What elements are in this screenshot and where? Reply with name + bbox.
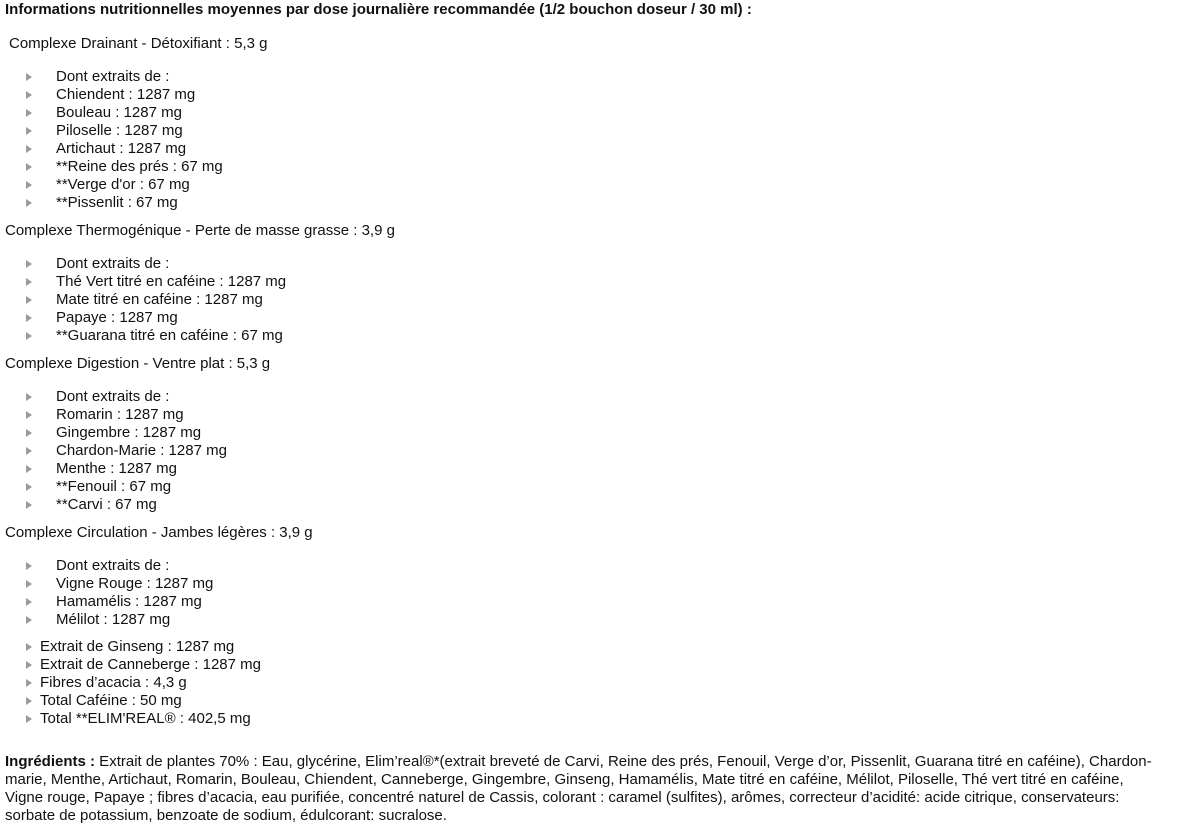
list-item: Papaye : 1287 mg: [5, 309, 286, 327]
ingredients-paragraph: [5, 753, 1155, 825]
totals-list: [5, 638, 261, 728]
triangle-right-icon: [26, 393, 32, 401]
complex-list-drainant: [5, 68, 223, 212]
complex-list-circulation: [5, 557, 213, 629]
triangle-right-icon: [26, 163, 32, 171]
list-item: Vigne Rouge : 1287 mg: [5, 575, 213, 593]
list-item: Mate titré en caféine : 1287 mg: [5, 291, 286, 309]
list-item: Total **ELIM'REAL® : 402,5 mg: [5, 710, 261, 728]
complex-list-thermogenique: [5, 255, 286, 345]
triangle-right-icon: [26, 296, 32, 304]
list-item: Artichaut : 1287 mg: [5, 140, 223, 158]
triangle-right-icon: [26, 679, 32, 687]
triangle-right-icon: [26, 715, 32, 723]
list-item: Dont extraits de :: [5, 68, 223, 86]
list-item: Extrait de Canneberge : 1287 mg: [5, 656, 261, 674]
list-item: Dont extraits de :: [5, 557, 213, 575]
complex-title-thermogenique: Complexe Thermogénique - Perte de masse grasse : 3,9 g: [5, 222, 395, 239]
complex-title-digestion: Complexe Digestion - Ventre plat : 5,3 g: [5, 355, 271, 372]
triangle-right-icon: [26, 616, 32, 624]
triangle-right-icon: [26, 447, 32, 455]
list-item: Dont extraits de :: [5, 388, 227, 406]
list-item: **Reine des prés : 67 mg: [5, 158, 223, 176]
triangle-right-icon: [26, 411, 32, 419]
triangle-right-icon: [26, 465, 32, 473]
list-item: **Carvi : 67 mg: [5, 496, 227, 514]
list-item: Bouleau : 1287 mg: [5, 104, 223, 122]
triangle-right-icon: [26, 73, 32, 81]
complex-list-digestion: [5, 388, 227, 514]
list-item: Chardon-Marie : 1287 mg: [5, 442, 227, 460]
list-item: Mélilot : 1287 mg: [5, 611, 213, 629]
complex-title-drainant: Complexe Drainant - Détoxifiant : 5,3 g: [9, 35, 268, 52]
ingredients-text: Extrait de plantes 70% : Eau, glycérine, Elim’real®*(extrait breveté de Carvi, Reine des prés, Fenouil, Verge d’or, Pissenlit, Guarana titré en caféine), Chardon-marie, Menthe, Artichaut, Romarin, Bouleau, Chiendent, Canneberge, Gingembre, Ginseng, Hamamélis, Mate titré en caféine, Mélilot, Piloselle, Thé vert titré en caféine, Vigne rouge, Papaye ; fibres d’acacia, eau purifiée, concentré naturel de Cassis, colorant : caramel (sulfites), arômes, correcteur d’acidité: acide citrique, conservateurs: sorbate de potassium, benzoate de sodium, édulcorant: sucralose.: [5, 753, 1152, 824]
ingredients-label: Ingrédients :: [5, 753, 96, 770]
list-item: Extrait de Ginseng : 1287 mg: [5, 638, 261, 656]
list-item: **Fenouil : 67 mg: [5, 478, 227, 496]
triangle-right-icon: [26, 643, 32, 651]
list-item: Piloselle : 1287 mg: [5, 122, 223, 140]
triangle-right-icon: [26, 332, 32, 340]
triangle-right-icon: [26, 483, 32, 491]
triangle-right-icon: [26, 91, 32, 99]
triangle-right-icon: [26, 562, 32, 570]
list-item: **Verge d'or : 67 mg: [5, 176, 223, 194]
triangle-right-icon: [26, 501, 32, 509]
triangle-right-icon: [26, 429, 32, 437]
list-item: Romarin : 1287 mg: [5, 406, 227, 424]
list-item: Menthe : 1287 mg: [5, 460, 227, 478]
complex-title-circulation: Complexe Circulation - Jambes légères : 3,9 g: [5, 524, 313, 541]
triangle-right-icon: [26, 145, 32, 153]
triangle-right-icon: [26, 580, 32, 588]
list-item: Thé Vert titré en caféine : 1287 mg: [5, 273, 286, 291]
list-item: Gingembre : 1287 mg: [5, 424, 227, 442]
list-item: Dont extraits de :: [5, 255, 286, 273]
triangle-right-icon: [26, 260, 32, 268]
list-item: Fibres d’acacia : 4,3 g: [5, 674, 261, 692]
list-item: Total Caféine : 50 mg: [5, 692, 261, 710]
nutrition-heading: Informations nutritionnelles moyennes par dose journalière recommandée (1/2 bouchon doseur / 30 ml) :: [5, 1, 752, 18]
triangle-right-icon: [26, 109, 32, 117]
triangle-right-icon: [26, 598, 32, 606]
list-item: **Guarana titré en caféine : 67 mg: [5, 327, 286, 345]
triangle-right-icon: [26, 661, 32, 669]
list-item: **Pissenlit : 67 mg: [5, 194, 223, 212]
list-item: Hamamélis : 1287 mg: [5, 593, 213, 611]
triangle-right-icon: [26, 278, 32, 286]
triangle-right-icon: [26, 127, 32, 135]
triangle-right-icon: [26, 697, 32, 705]
triangle-right-icon: [26, 199, 32, 207]
triangle-right-icon: [26, 181, 32, 189]
list-item: Chiendent : 1287 mg: [5, 86, 223, 104]
triangle-right-icon: [26, 314, 32, 322]
